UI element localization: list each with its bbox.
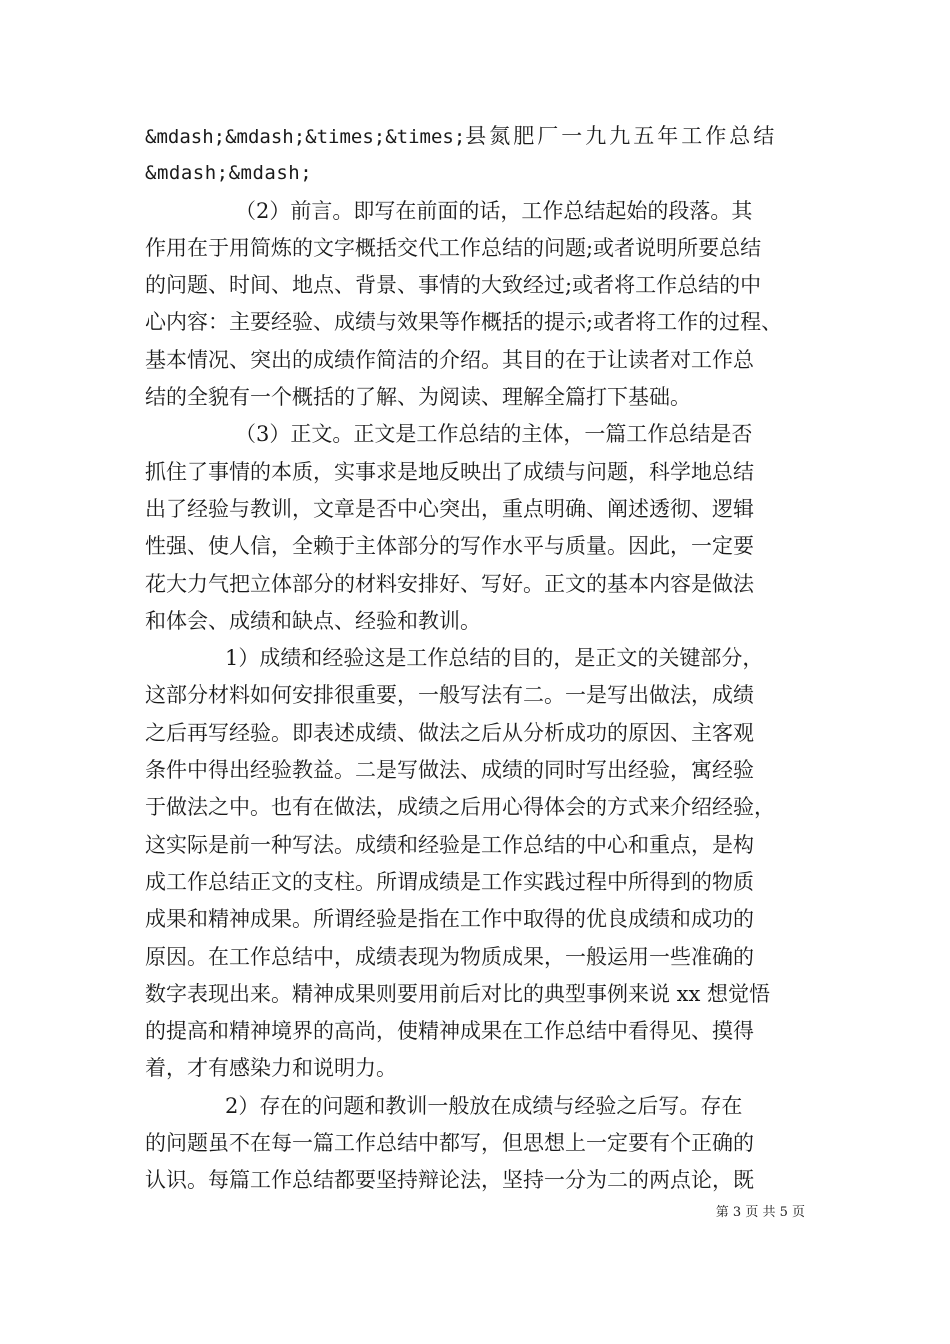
title-line — [145, 118, 805, 155]
paragraph-line: （2）前言。即写在前面的话，工作总结起始的段落。其 — [235, 198, 753, 223]
paragraph-line: 作用在于用简炼的文字概括交代工作总结的问题;或者说明所要总结 — [145, 235, 762, 260]
paragraph-line: 原因。在工作总结中，成绩表现为物质成果，一般运用一些准确的 — [145, 944, 754, 969]
paragraph-line: 心内容：主要经验、成绩与效果等作概括的提示;或者将工作的过程、 — [145, 310, 783, 335]
title-text: 县氮肥厂一九九五年工作总结 — [465, 124, 778, 148]
paragraph-line: 结的全貌有一个概括的了解、为阅读、理解全篇打下基础。 — [145, 385, 691, 410]
title-suffix: &mdash;&mdash; — [145, 162, 313, 185]
document-body — [145, 118, 805, 1200]
paragraph-line: 这实际是前一种写法。成绩和经验是工作总结的中心和重点，是构 — [145, 832, 754, 857]
paragraph-line: 花大力气把立体部分的材料安排好、写好。正文的基本内容是做法 — [145, 571, 754, 596]
paragraph-line: 条件中得出经验教益。二是写做法、成绩的同时写出经验，寓经验 — [145, 758, 754, 783]
paragraph-line: 之后再写经验。即表述成绩、做法之后从分析成功的原因、主客观 — [145, 720, 754, 745]
paragraph-line: 基本情况、突出的成绩作简洁的介绍。其目的在于让读者对工作总 — [145, 347, 754, 372]
paragraph-line: 的问题虽不在每一篇工作总结中都写，但思想上一定要有个正确的 — [145, 1131, 754, 1156]
paragraph-line: 数字表现出来。精神成果则要用前后对比的典型事例来说 xx 想觉悟 — [145, 981, 771, 1006]
paragraph-line: （3）正文。正文是工作总结的主体，一篇工作总结是否 — [235, 422, 753, 447]
paragraph-line: 的问题、时间、地点、背景、事情的大致经过;或者将工作总结的中 — [145, 273, 762, 298]
paragraph-line: 认识。每篇工作总结都要坚持辩论法，坚持一分为二的两点论，既 — [145, 1168, 754, 1193]
title-prefix: &mdash;&mdash;&times;&times; — [145, 126, 466, 148]
title-suffix-line — [145, 155, 805, 192]
paragraph-line: 2）存在的问题和教训一般放在成绩与经验之后写。存在 — [225, 1093, 743, 1118]
paragraph-line: 着，才有感染力和说明力。 — [145, 1056, 397, 1081]
paragraph-line: 成工作总结正文的支柱。所谓成绩是工作实践过程中所得到的物质 — [145, 869, 754, 894]
paragraph-line: 1）成绩和经验这是工作总结的目的，是正文的关键部分， — [225, 646, 764, 671]
page-number-footer: 第 3 页 共 5 页 — [715, 1205, 805, 1220]
paragraph-line: 性强、使人信，全赖于主体部分的写作水平与质量。因此，一定要 — [145, 534, 754, 559]
paragraph-line: 成果和精神成果。所谓经验是指在工作中取得的优良成绩和成功的 — [145, 907, 754, 932]
paragraph-line: 的提高和精神境界的高尚，使精神成果在工作总结中看得见、摸得 — [145, 1019, 754, 1044]
paragraph-line: 出了经验与教训，文章是否中心突出，重点明确、阐述透彻、逻辑 — [145, 496, 754, 521]
paragraph-line: 于做法之中。也有在做法，成绩之后用心得体会的方式来介绍经验， — [145, 795, 775, 820]
paragraph-line: 这部分材料如何安排很重要，一般写法有二。一是写出做法，成绩 — [145, 683, 754, 708]
paragraph-line: 抓住了事情的本质，实事求是地反映出了成绩与问题，科学地总结 — [145, 459, 754, 484]
paragraph-line: 和体会、成绩和缺点、经验和教训。 — [145, 608, 481, 633]
